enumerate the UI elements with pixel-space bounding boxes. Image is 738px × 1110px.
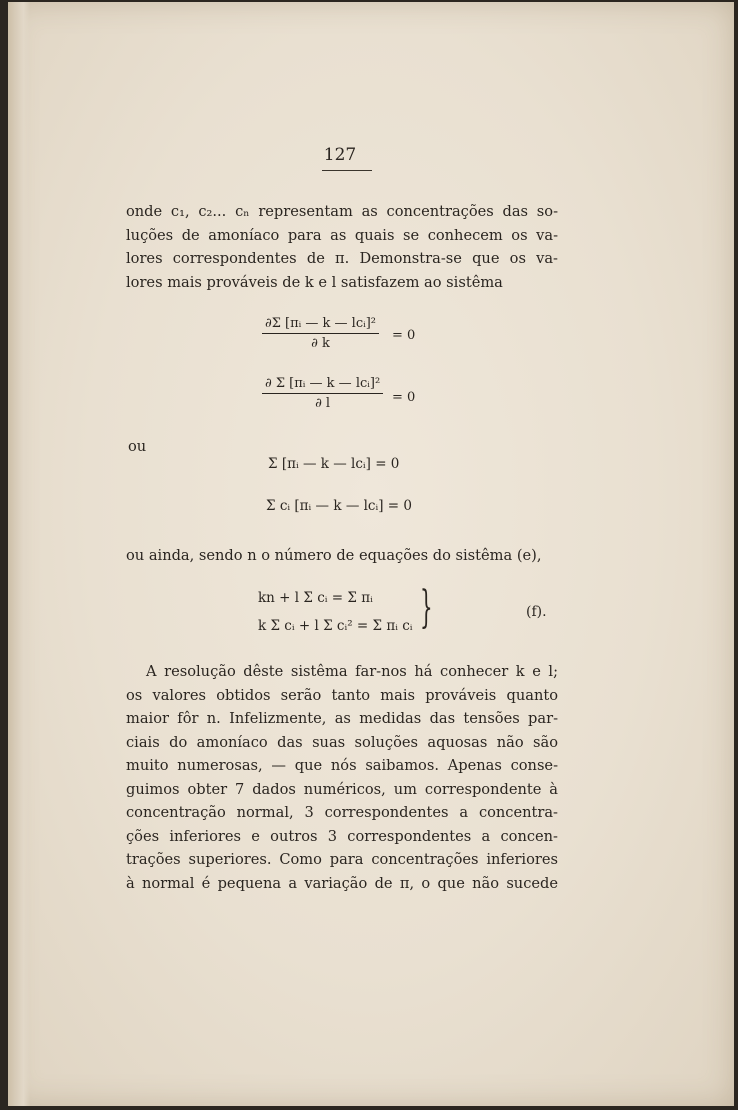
connective-ou: ou xyxy=(128,438,147,455)
equation-numerator: ∂Σ [πᵢ — k — lcᵢ]² xyxy=(265,316,377,331)
paragraph-resolution xyxy=(126,660,558,895)
text-line: lores correspondentes de π. Demonstra-se que os va- xyxy=(126,250,558,267)
equation-denominator: ∂ l xyxy=(315,396,331,411)
text-line: ciais do amoníaco das suas soluções aquosas não são xyxy=(126,733,558,751)
text-line: guimos obter 7 dados numéricos, um correspondente à xyxy=(126,780,558,798)
paragraph-system-intro xyxy=(126,544,558,568)
page-number-rule xyxy=(322,170,372,171)
equation-derivative-l xyxy=(262,376,383,411)
text-line: à normal é pequena a variação de π, o que não sucede xyxy=(126,874,558,892)
text-line: ções inferiores e outros 3 correspondentes a concen- xyxy=(126,827,558,845)
text-line: A resolução dêste sistêma far-nos há conhecer k e l; xyxy=(146,663,558,680)
text-line: concentração normal, 3 correspondentes a concentra- xyxy=(126,804,558,821)
text-line: onde c₁, c₂... cₙ representam as concentrações das so- xyxy=(126,203,558,220)
paragraph-intro xyxy=(126,200,558,294)
text-line: trações superiores. Como para concentrações inferiores xyxy=(126,851,558,868)
text-line: muito numerosas, — que nós saibamos. Apenas conse- xyxy=(126,757,558,774)
text-line: os valores obtidos serão tanto mais prováveis quanto xyxy=(126,686,558,704)
equation-denominator: ∂ k xyxy=(311,336,330,351)
text-line: luções de amoníaco para as quais se conhecem os va- xyxy=(126,226,558,244)
equation-numerator: ∂ Σ [πᵢ — k — lcᵢ]² xyxy=(265,376,381,391)
equation-derivative-k xyxy=(262,316,379,351)
fraction-bar xyxy=(262,393,383,394)
system-label: (f). xyxy=(526,604,547,620)
equation-sum: Σ [πᵢ — k — lcᵢ] = 0 xyxy=(268,456,400,472)
page-number: 127 xyxy=(323,145,357,165)
system-equation-1: kn + l Σ cᵢ = Σ πᵢ xyxy=(258,590,373,606)
page-gutter xyxy=(8,2,30,1106)
system-equation-2: k Σ cᵢ + l Σ cᵢ² = Σ πᵢ cᵢ xyxy=(258,618,413,634)
equation-rhs: = 0 xyxy=(392,390,416,405)
fraction-bar xyxy=(262,333,379,334)
text-line: ou ainda, sendo n o número de equações do sistêma (e), xyxy=(126,547,542,564)
equation-weighted-sum: Σ cᵢ [πᵢ — k — lcᵢ] = 0 xyxy=(266,498,412,514)
text-line: lores mais prováveis de k e l satisfazem ao sistêma xyxy=(126,273,503,291)
equation-rhs: = 0 xyxy=(392,328,416,343)
text-line: maior fôr n. Infelizmente, as medidas das tensões par- xyxy=(126,710,558,727)
right-brace: } xyxy=(420,582,433,633)
